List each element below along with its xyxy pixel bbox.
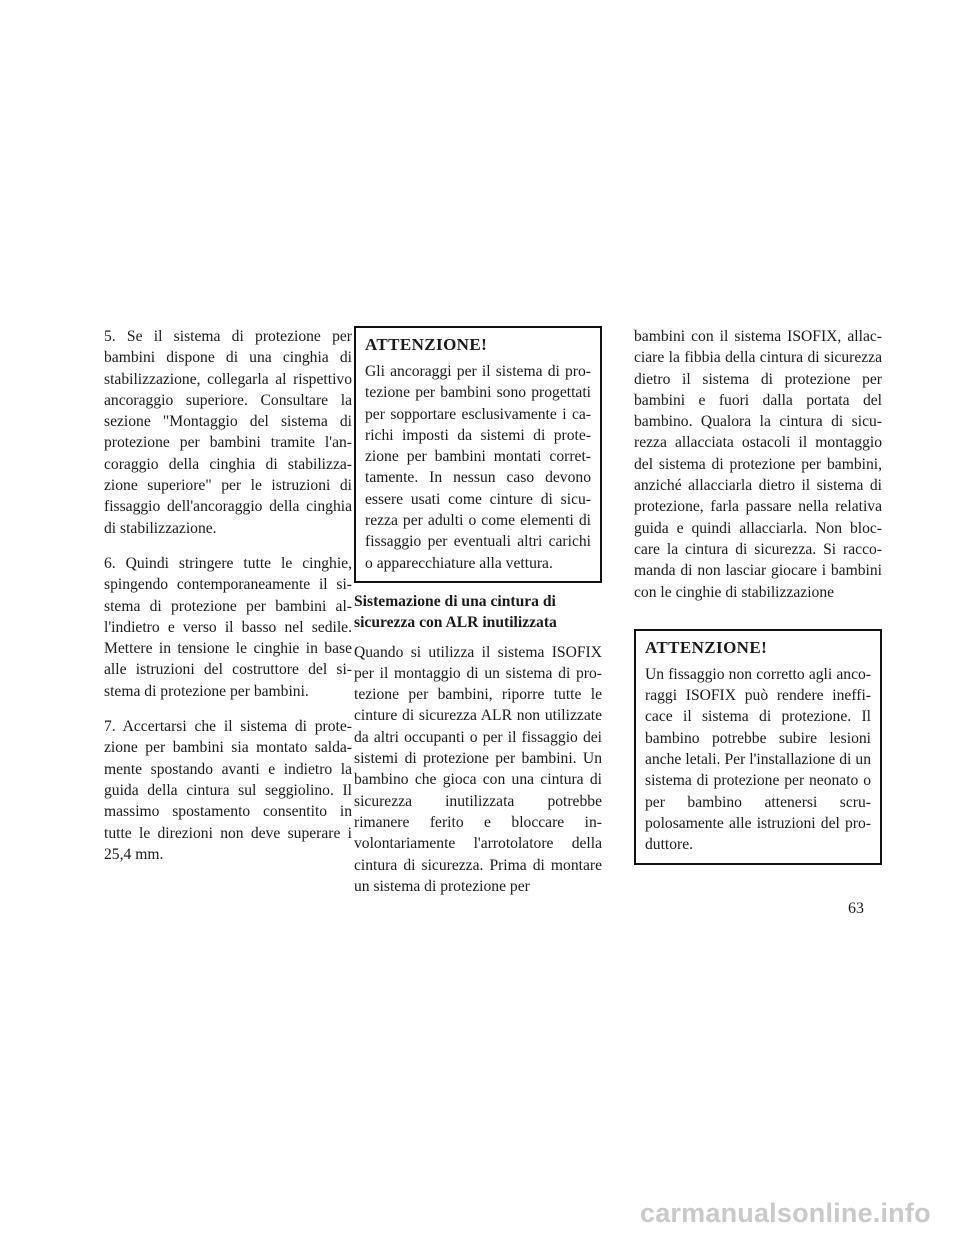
step-7-paragraph: 7. Accertarsi che il sistema di protezione per bambini sia montato saldamente spostando avanti e indietro la guida della cintura sul seggiolino. Il massimo spostamento consentito in tutte le direzioni non deve superare i 25,4 mm.: [104, 718, 352, 863]
warning-text: Un fissaggio non corretto agli ancoraggi ISOFIX può rendere inefficace il sistema di protezione. Il bambino potrebbe subire lesioni anche letali. Per l'installazione di un sistema di protezione per neonato o per bambino attenersi scrupolosamente alle istruzioni del produttore.: [645, 665, 871, 854]
warning-title: ATTENZIONE!: [365, 335, 488, 354]
alr-paragraph: Quando si utilizza il sistema ISOFIX per il montaggio di un sistema di protezione per bambini, riporre tutte le cinture di sicurezza ALR non utilizzate da altri occupanti o per il fissaggio dei sistemi di protezione per bambini. Un bambino che gioca con una cintura di sicurezza inutilizzata potrebbe rimanere ferito e bloccare involontariamente l'arrotolatore della cintura di sicurezza. Prima di montare un sistema di protezione per: [354, 643, 602, 895]
left-column: [104, 326, 352, 879]
watermark: carmanualsonline.info: [640, 1198, 931, 1228]
step-5-paragraph: 5. Se il sistema di protezione per bambini dispone di una cinghia di stabilizzazione, collegarla al rispettivo ancoraggio superiore. Consultare la sezione "Montaggio del sistema di protezione per bambini tramite l'ancoraggio della cinghia di stabilizzazione superiore" per le istruzioni di fissaggio dell'ancoraggio della cinghia di stabilizzazione.: [104, 328, 352, 537]
page-number: 63: [848, 900, 864, 917]
step-6-paragraph: 6. Quindi stringere tutte le cinghie, spingendo contemporaneamente il sistema di protezione per bambini all'indietro e verso il basso nel sedile. Mettere in tensione le cinghie in base alle istruzioni del costruttore del sistema di protezione per bambini.: [104, 554, 352, 700]
warning-box-anchors: [354, 326, 602, 583]
warning-box-isofix: [634, 629, 882, 865]
warning-title: ATTENZIONE!: [645, 637, 768, 657]
section-subheading: Sistemazione di una cintura di sicurezza con ALR inutilizzata: [354, 592, 557, 632]
isofix-continuation-paragraph: bambini con il sistema ISOFIX, allacciare la fibbia della cintura di sicurezza dietro il sistema di protezione per bambini e fuori dalla portata del bambino. Qualora la cintura di sicurezza allacciata ostacoli il montaggio del sistema di protezione per bambini, anziché allacciarla dietro il sistema di protezione, farla passare nella relativa guida e quindi allacciarla. Non bloccare la cintura di sicurezza. Si raccomanda di non lasciar giocare i bambini con le cinghie di stabilizzazione: [634, 328, 882, 601]
middle-column: [354, 326, 602, 911]
right-column: [634, 326, 882, 865]
warning-text: Gli ancoraggi per il sistema di protezione per bambini sono progettati per sopportare esclusivamente i carichi imposti da sistemi di protezione per bambini montati correttamente. In nessun caso devono essere usati come cinture di sicurezza per adulti o come elementi di fissaggio per eventuali altri carichi o apparecchiature alla vettura.: [365, 363, 591, 572]
